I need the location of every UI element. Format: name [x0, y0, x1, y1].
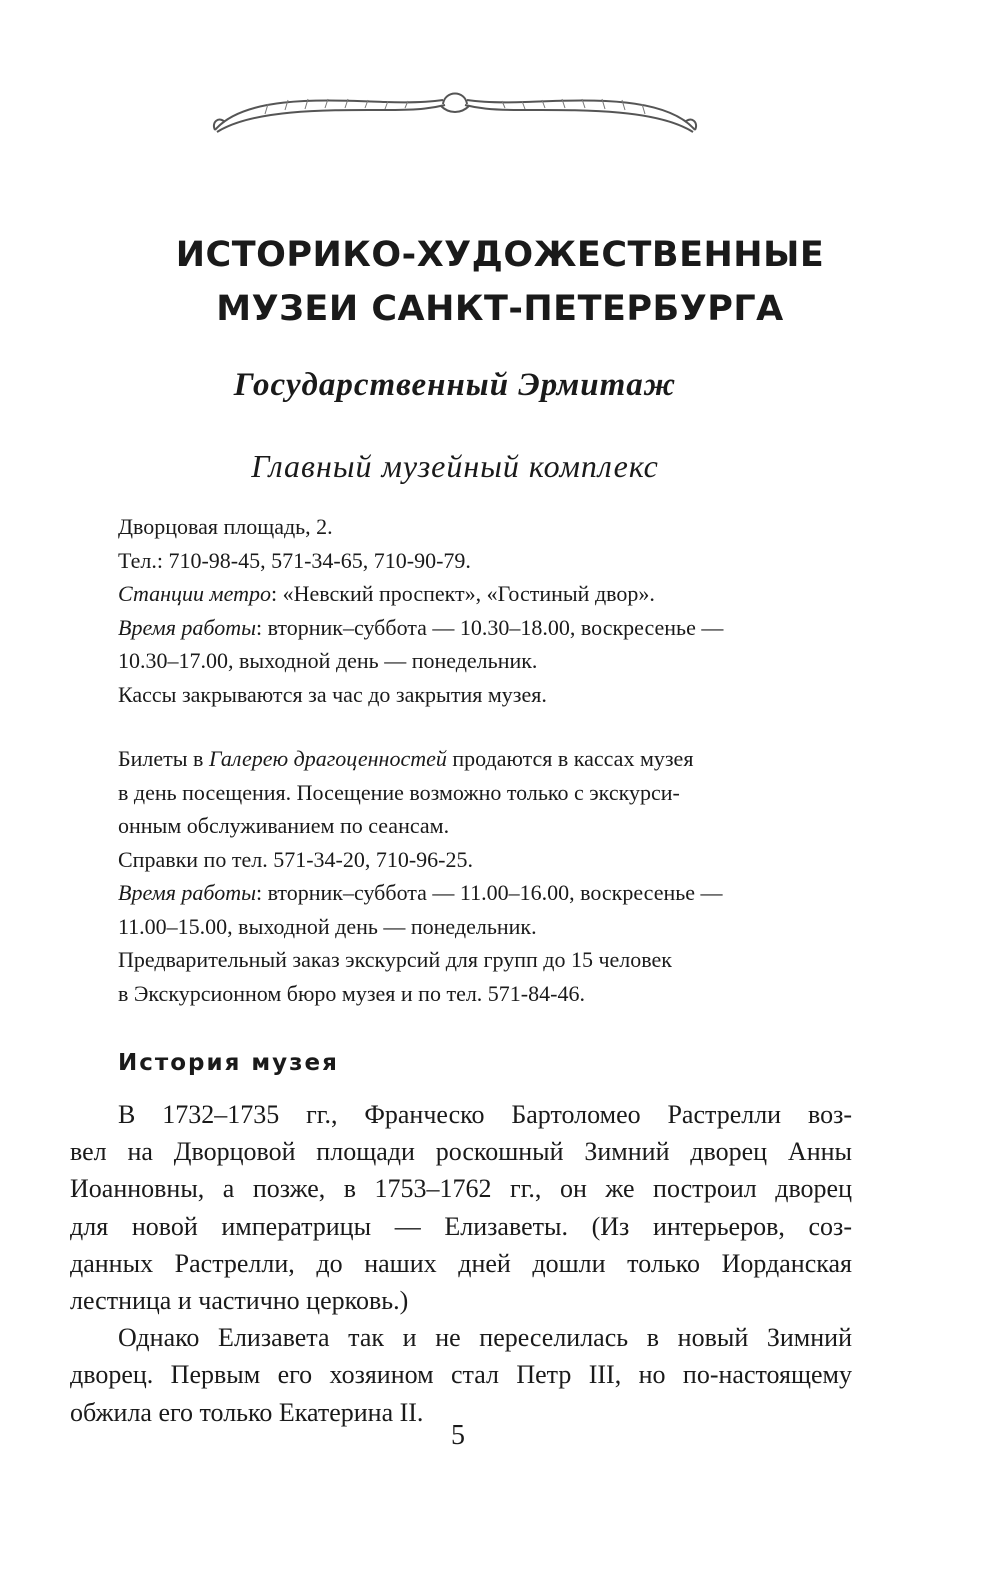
decorative-ornament [205, 80, 705, 150]
cashier-note: Кассы закрываются за час до закрытия музея. [118, 681, 547, 707]
gallery-line-1 [118, 742, 818, 776]
hours-line-1 [118, 611, 818, 645]
history-line: обжила его только Екатерина II. [70, 1397, 424, 1427]
gallery-line-8: в Экскурсионном бюро музея и по тел. 571-84-46. [118, 980, 585, 1006]
history-line: данных Растрелли, до наших дней дошли только Иорданская [70, 1248, 852, 1278]
gallery-title: Галерею драгоценностей [208, 746, 447, 771]
gallery-hours-1 [118, 876, 818, 910]
address: Дворцовая площадь, 2. [118, 514, 333, 539]
gallery-info [118, 742, 818, 1010]
history-heading: История музея [118, 1050, 339, 1076]
metro-label: Станции метро [118, 581, 271, 606]
gallery-line-4: Справки по тел. 571-34-20, 710-96-25. [118, 846, 473, 872]
metro [118, 577, 818, 611]
page-title [0, 228, 1000, 336]
title-line-2: МУЗЕИ САНКТ-ПЕТЕРБУРГА [216, 289, 784, 329]
history-line: Однако Елизавета так и не переселилась в новый Зимний [118, 1323, 852, 1353]
history-line: дворец. Первым его хозяином стал Петр III, но по-настоящему [70, 1360, 852, 1390]
gallery-hours-label: Время работы [118, 880, 256, 905]
gallery-text-c: продаются в кассах музея [446, 746, 694, 771]
history-line: лестница и частично церковь.) [70, 1286, 409, 1316]
gallery-hours-value-1: : вторник–суббота — 11.00–16.00, воскресенье — [255, 880, 723, 905]
visitor-info [118, 510, 818, 711]
hours-label: Время работы [118, 614, 256, 640]
museum-name: Государственный Эрмитаж [233, 367, 677, 403]
title-line-1: ИСТОРИКО-ХУДОЖЕСТВЕННЫЕ [175, 235, 825, 275]
gallery-text-a: Билеты в [118, 746, 209, 771]
metro-value: : «Невский проспект», «Гостиный двор». [270, 581, 655, 606]
hours-line-2: 10.30–17.00, выходной день — понедельник. [118, 648, 538, 673]
gallery-line-2: в день посещения. Посещение возможно только с экскурси- [118, 779, 680, 805]
history-line: Иоанновны, а позже, в 1753–1762 гг., он же построил дворец [70, 1174, 852, 1204]
history-line: для новой императрицы — Елизаветы. (Из интерьеров, соз- [70, 1211, 852, 1241]
phones: Тел.: 710-98-45, 571-34-65, 710-90-79. [118, 547, 471, 573]
history-text [70, 1096, 852, 1431]
gallery-line-3: онным обслуживанием по сеансам. [118, 813, 450, 838]
history-line: В 1732–1735 гг., Франческо Бартоломео Растрелли воз- [118, 1100, 852, 1129]
gallery-hours-2: 11.00–15.00, выходной день — понедельник. [118, 913, 537, 939]
page-number: 5 [451, 1420, 465, 1451]
history-line: вел на Дворцовой площади роскошный Зимний дворец Анны [70, 1137, 852, 1167]
gallery-line-7: Предварительный заказ экскурсий для групп до 15 человек [118, 947, 672, 972]
complex-name: Главный музейный комплекс [251, 448, 659, 484]
hours-value-1: : вторник–суббота — 10.30–18.00, воскресенье — [255, 614, 724, 640]
